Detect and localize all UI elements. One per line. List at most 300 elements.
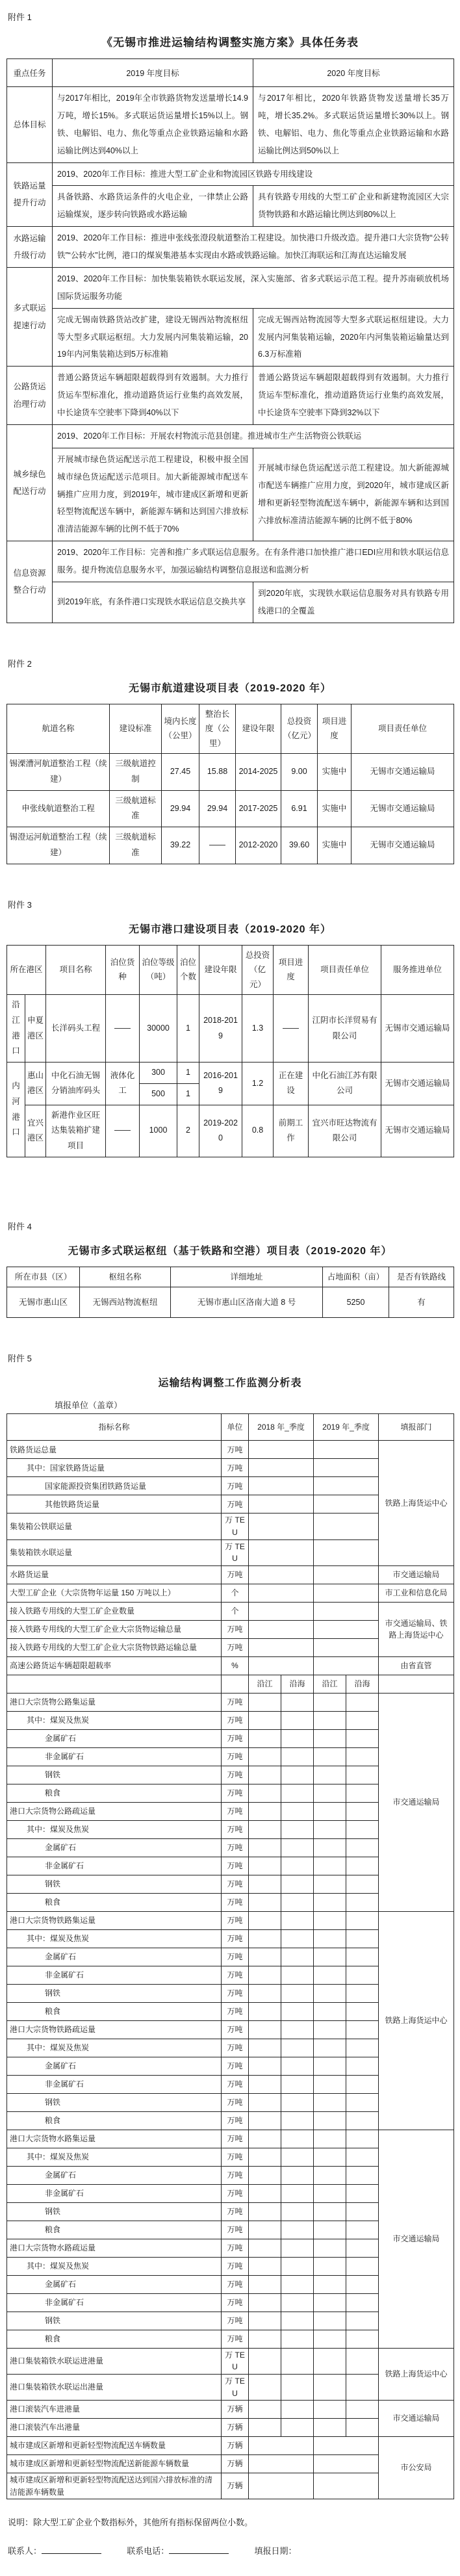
cell: 29.94 (199, 790, 236, 827)
value-cell (346, 2293, 379, 2312)
unit-cell: 万 TEU (222, 2348, 249, 2374)
value-cell (249, 2257, 281, 2275)
unit-cell: 万吨 (222, 2166, 249, 2184)
indicator-name-cell: 港口大宗货物水路疏运量 (7, 2239, 222, 2257)
value-cell (314, 2348, 346, 2374)
unit-cell: 万吨 (222, 2130, 249, 2148)
value-cell (346, 1911, 379, 1929)
value-cell (346, 1838, 379, 1857)
attachment3-title: 无锡市港口建设项目表（2019-2020 年） (129, 923, 331, 935)
unit-cell: 万辆 (222, 2419, 249, 2437)
value-cell (249, 1459, 314, 1477)
value-cell (281, 2075, 314, 2093)
cell: 三级航道标准 (110, 790, 162, 827)
value-cell (281, 2020, 314, 2039)
unit-cell: 万吨 (222, 2184, 249, 2202)
value-cell (346, 2093, 379, 2111)
value-cell (346, 1747, 379, 1766)
unit-cell: 万吨 (222, 2293, 249, 2312)
cell: 1.2 (242, 1063, 274, 1105)
unit-cell: 万辆 (222, 2437, 249, 2455)
value-cell (249, 2130, 281, 2148)
cell: 无锡市交通运输局 (381, 1063, 454, 1105)
table-row (7, 1656, 454, 1675)
indicator-name-cell: 非金属矿石 (7, 1857, 222, 1875)
column-header: 泊位个数 (177, 945, 199, 995)
cell: 宜兴市旺达物流有限公司 (309, 1105, 381, 1157)
task-name-cell: 多式联运提速行动 (7, 267, 53, 366)
cell: 中化石油江苏有限公司 (309, 1063, 381, 1105)
column-header: 建设年限 (236, 704, 281, 754)
unit-cell: 万吨 (222, 1459, 249, 1477)
value-cell (249, 1638, 314, 1656)
value-cell (249, 2020, 281, 2039)
goal-2020-cell: 普通公路货运车辆超限超载得到有效遏制。大力推行货运车型标准化，推动道路货运行业集约高效发展，中长途货车空驶率下降到32%以下 (253, 367, 454, 425)
table-row (7, 1584, 454, 1602)
value-cell (249, 2473, 314, 2499)
table-row (7, 186, 454, 227)
value-cell (314, 1693, 346, 1711)
value-cell (314, 1513, 379, 1539)
indicator-name-cell: 非金属矿石 (7, 1747, 222, 1766)
column-header: 服务推进单位 (381, 945, 454, 995)
cell: 无锡西站物流枢纽 (80, 1287, 171, 1318)
cell: 锡溧漕河航道整治工程（续建） (7, 754, 110, 791)
unit-cell: 万吨 (222, 1711, 249, 1729)
unit-cell: 万吨 (222, 1747, 249, 1766)
unit-cell: 万吨 (222, 2148, 249, 2166)
unit-cell: 万吨 (222, 2002, 249, 2020)
value-cell (249, 2419, 281, 2437)
value-cell (249, 2184, 281, 2202)
hub-table (6, 1267, 454, 1319)
value-cell (314, 1565, 379, 1584)
dept-cell: 市交通运输局 (379, 2401, 454, 2437)
value-cell (346, 2166, 379, 2184)
table-row (7, 2130, 454, 2148)
task-name-cell: 公路货运治理行动 (7, 367, 53, 425)
cell: 2019-2020 (199, 1105, 242, 1157)
value-cell (281, 2257, 314, 2275)
value-cell (281, 2057, 314, 2075)
dept-cell: 市公安局 (379, 2437, 454, 2499)
value-cell (346, 1893, 379, 1911)
indicator-name-cell: 国家能源投资集团铁路货运量 (7, 1477, 222, 1495)
unit-cell: 万吨 (222, 1638, 249, 1656)
cell: 39.60 (281, 827, 318, 864)
table-row (7, 162, 454, 186)
value-cell (249, 1441, 314, 1459)
unit-cell: 万 TEU (222, 2374, 249, 2400)
cell: 无锡市交通运输局 (381, 1105, 454, 1157)
value-cell (314, 2401, 346, 2419)
goal-2020-cell: 具有铁路专用线的大型工矿企业和新建物流园区大宗货物铁路和水路运输比例达到80%以上 (253, 186, 454, 227)
goal-2020-cell: 完成无锡西站物流园等大型多式联运枢纽建设。大力发展内河集装箱运输，2020年内河集装箱运输量达到6.3万标准箱 (253, 308, 454, 367)
unit-cell: 万吨 (222, 1784, 249, 1802)
value-cell (314, 1539, 379, 1565)
indicator-name-cell: 接入铁路专用线的大型工矿企业数量 (7, 1602, 222, 1620)
value-cell (281, 1711, 314, 1729)
table-row (7, 2348, 454, 2374)
attachment4-label: 附件 4 (8, 1221, 32, 1231)
value-cell (249, 1966, 281, 1984)
indicator-name-cell: 钢铁 (7, 2202, 222, 2221)
value-cell (281, 1693, 314, 1711)
indicator-name-cell: 粮食 (7, 1784, 222, 1802)
indicator-name-cell: 其中：煤炭及焦炭 (7, 2257, 222, 2275)
table-row (7, 2437, 454, 2455)
cell: 申张线航道整治工程 (7, 790, 110, 827)
value-cell (249, 1948, 281, 1966)
table-row (7, 995, 454, 1063)
attachment1-label: 附件 1 (8, 12, 32, 22)
task-name-cell: 铁路运量提升行动 (7, 162, 53, 227)
task-table (6, 58, 454, 623)
value-cell (281, 1911, 314, 1929)
value-cell (314, 2111, 346, 2130)
indicator-name-cell (7, 1675, 222, 1693)
value-cell (249, 2239, 281, 2257)
cell: 6.91 (281, 790, 318, 827)
table-row (7, 704, 454, 754)
cell: 30000 (140, 995, 177, 1063)
value-cell (346, 2130, 379, 2148)
goal-2020-cell: 开展城市绿色货运配送示范工程建设。加大新能源城市配送车辆推广应用力度，到2020年，城市建成区新增和更新轻型物流配送车辆中，新能源车辆和达到国六排放标准清洁能源车辆的比例不低于80% (253, 448, 454, 541)
indicator-name-cell: 钢铁 (7, 2312, 222, 2330)
table-row (7, 1063, 454, 1084)
region-subheader-cell: 沿海 (346, 1675, 379, 1693)
value-cell (314, 1459, 379, 1477)
value-cell (314, 2166, 346, 2184)
value-cell (314, 1857, 346, 1875)
value-cell (249, 2330, 281, 2348)
table-row (7, 582, 454, 623)
value-cell (346, 1820, 379, 1838)
task-table-body (7, 59, 454, 623)
unit-cell: 万辆 (222, 2455, 249, 2473)
dept-cell: 市交通运输局 (379, 2130, 454, 2348)
value-cell (249, 1693, 281, 1711)
cell: 惠山港区 (25, 1063, 46, 1105)
indicator-name-cell: 港口集装箱铁水联运进港量 (7, 2348, 222, 2374)
dept-cell: 铁路上海货运中心 (379, 2348, 454, 2400)
column-header: 枢纽名称 (80, 1267, 171, 1287)
value-cell (346, 2202, 379, 2221)
value-cell (281, 1966, 314, 1984)
unit-cell: 万吨 (222, 2275, 249, 2293)
value-cell (314, 1784, 346, 1802)
cell: 申夏港区 (25, 995, 46, 1063)
value-cell (314, 2148, 346, 2166)
indicator-name-cell: 其中：国家铁路货运量 (7, 1459, 222, 1477)
unit-cell: 万吨 (222, 2312, 249, 2330)
column-header: 境内长度（公里） (162, 704, 199, 754)
goal-both-years-cell: 2019、2020年工作目标：推进申张线张澄段航道整治工程建设。加快港口升级改造。提升港口大宗货物“公转铁”“公转水”比例，港口的煤炭集港基本实现由水路或铁路运输。加快江海联运和江海直达运输发展 (53, 227, 454, 268)
value-cell (314, 2312, 346, 2330)
attachment3-label: 附件 3 (8, 899, 32, 910)
indicator-name-cell: 金属矿石 (7, 1729, 222, 1747)
value-cell (346, 2111, 379, 2130)
unit-cell: 万吨 (222, 1477, 249, 1495)
cell: 39.22 (162, 827, 199, 864)
value-cell (314, 1875, 346, 1893)
value-cell (249, 1893, 281, 1911)
value-cell (314, 1729, 346, 1747)
value-cell (249, 2401, 281, 2419)
unit-cell: 万吨 (222, 1966, 249, 1984)
attachment5-title: 运输结构调整工作监测分析表 (158, 1378, 302, 1389)
value-cell (346, 1729, 379, 1747)
value-cell (249, 1984, 281, 2002)
value-cell (281, 1784, 314, 1802)
value-cell (314, 2275, 346, 2293)
value-cell (281, 1802, 314, 1820)
value-cell (346, 2275, 379, 2293)
column-header: 总投资（亿元） (281, 704, 318, 754)
indicator-name-cell: 其中：煤炭及焦炭 (7, 1929, 222, 1948)
value-cell (249, 1711, 281, 1729)
cell: 无锡市交通运输局 (351, 754, 454, 791)
value-cell (281, 1820, 314, 1838)
cell: 实施中 (318, 827, 351, 864)
attachment5-label: 附件 5 (8, 1354, 32, 1364)
value-cell (314, 2057, 346, 2075)
unit-cell: 万吨 (222, 1441, 249, 1459)
value-cell (314, 1584, 379, 1602)
table-row (7, 754, 454, 791)
value-cell (314, 2419, 346, 2437)
value-cell (249, 2039, 281, 2057)
value-cell (249, 1802, 281, 1820)
value-cell (281, 1948, 314, 1966)
cell: —— (106, 1105, 140, 1157)
value-cell (281, 1729, 314, 1747)
value-cell (281, 1766, 314, 1784)
cell: 300 (140, 1063, 177, 1084)
column-header: 2019 年_季度 (314, 1414, 379, 1441)
value-cell (314, 2020, 346, 2039)
indicator-name-cell: 金属矿石 (7, 2166, 222, 2184)
unit-cell: 万吨 (222, 1729, 249, 1747)
table-row (7, 227, 454, 268)
value-cell (346, 2148, 379, 2166)
value-cell (346, 1693, 379, 1711)
value-cell (314, 1893, 346, 1911)
unit-cell: 万吨 (222, 2020, 249, 2039)
value-cell (249, 1784, 281, 1802)
value-cell (314, 2257, 346, 2275)
attachment1-title: 《无锡市推进运输结构调整实施方案》具体任务表 (101, 36, 359, 49)
value-cell (314, 2093, 346, 2111)
fill-date-label: 填报日期： (254, 2546, 297, 2557)
contact-phone-blank (169, 2545, 229, 2554)
value-cell (314, 1802, 346, 1820)
value-cell (346, 2312, 379, 2330)
value-cell (314, 1620, 379, 1638)
cell: 500 (140, 1083, 177, 1105)
contact-phone-label: 联系电话： (127, 2546, 170, 2557)
value-cell (249, 1495, 314, 1513)
unit-cell: 万吨 (222, 2057, 249, 2075)
cell: 1.3 (242, 995, 274, 1063)
table-row (7, 827, 454, 864)
value-cell (314, 2330, 346, 2348)
value-cell (346, 2257, 379, 2275)
indicator-name-cell: 港口大宗货物公路集运量 (7, 1693, 222, 1711)
unit-cell: 万 TEU (222, 1539, 249, 1565)
cell: 2 (177, 1105, 199, 1157)
cell: —— (106, 995, 140, 1063)
goal-2020-cell: 与2017年相比，2020年铁路货物发送量增长35万吨，增长35.2%。多式联运货运量增长30%以上。钢铁、电解铝、电力、焦化等重点企业铁路运输和水路运输比例达到50%以上 (253, 87, 454, 163)
value-cell (346, 2419, 379, 2437)
indicator-name-cell: 其中：煤炭及焦炭 (7, 2039, 222, 2057)
indicator-name-cell: 大型工矿企业（大宗货物年运量 150 万吨以上） (7, 1584, 222, 1602)
hub-table-body (7, 1267, 454, 1318)
cell: 沿江港口 (7, 995, 25, 1063)
fill-unit-label: 填报单位（盖章） (55, 1400, 123, 1411)
indicator-name-cell: 港口大宗货物铁路集运量 (7, 1911, 222, 1929)
indicator-name-cell: 集装箱公铁联运量 (7, 1513, 222, 1539)
cell: 前期工作 (274, 1105, 309, 1157)
table-row (7, 945, 454, 995)
value-cell (249, 2057, 281, 2075)
column-header: 2020 年度目标 (253, 59, 454, 87)
unit-cell: 万 TEU (222, 1513, 249, 1539)
value-cell (249, 2166, 281, 2184)
table-row (7, 448, 454, 541)
indicator-name-cell: 非金属矿石 (7, 1966, 222, 1984)
value-cell (249, 1513, 314, 1539)
value-cell (281, 2401, 314, 2419)
value-cell (249, 2111, 281, 2130)
cell: 15.88 (199, 754, 236, 791)
indicator-name-cell: 其中：煤炭及焦炭 (7, 1820, 222, 1838)
cell: —— (274, 995, 309, 1063)
value-cell (249, 2221, 281, 2239)
monitor-table-body (7, 1414, 454, 2499)
cell: 2016-2019 (199, 1063, 242, 1105)
indicator-name-cell: 金属矿石 (7, 1948, 222, 1966)
value-cell (281, 1747, 314, 1766)
value-cell (346, 1784, 379, 1802)
cell: 2014-2025 (236, 754, 281, 791)
cell: —— (199, 827, 236, 864)
table-row (7, 1693, 454, 1711)
value-cell (314, 1984, 346, 2002)
table-row (7, 1675, 454, 1693)
value-cell (314, 1711, 346, 1729)
cell: 实施中 (318, 790, 351, 827)
value-cell (314, 2130, 346, 2148)
value-cell (314, 2293, 346, 2312)
cell: 5250 (323, 1287, 389, 1318)
value-cell (314, 1638, 379, 1656)
value-cell (249, 2002, 281, 2020)
cell: 无锡市交通运输局 (381, 995, 454, 1063)
table-row (7, 1414, 454, 1441)
value-cell (281, 2039, 314, 2057)
column-header: 整治长度（公里） (199, 704, 236, 754)
cell: 2012-2020 (236, 827, 281, 864)
unit-cell: 万吨 (222, 1495, 249, 1513)
value-cell (314, 2039, 346, 2057)
indicator-name-cell: 钢铁 (7, 2093, 222, 2111)
value-cell (249, 2093, 281, 2111)
goal-both-years-cell: 2019、2020年工作目标：加快集装箱铁水联运发展，深入实施部、省多式联运示范工程。提升苏南硕放机场国际货运服务功能 (53, 267, 454, 308)
indicator-name-cell: 港口大宗货物铁路疏运量 (7, 2020, 222, 2039)
value-cell (281, 2293, 314, 2312)
column-header: 填报部门 (379, 1414, 454, 1441)
cell: 1000 (140, 1105, 177, 1157)
value-cell (281, 2184, 314, 2202)
unit-cell: 万吨 (222, 1802, 249, 1820)
value-cell (346, 1857, 379, 1875)
contact-line (8, 2544, 454, 2557)
value-cell (281, 2239, 314, 2257)
value-cell (249, 1656, 314, 1675)
column-header: 单位 (222, 1414, 249, 1441)
unit-cell: % (222, 1656, 249, 1675)
table-row (7, 59, 454, 87)
value-cell (314, 2202, 346, 2221)
cell: 实施中 (318, 754, 351, 791)
value-cell (314, 2002, 346, 2020)
unit-cell: 万吨 (222, 2111, 249, 2130)
unit-cell: 万吨 (222, 1948, 249, 1966)
cell: 无锡市交通运输局 (351, 790, 454, 827)
value-cell (346, 2039, 379, 2057)
value-cell (314, 1948, 346, 1966)
indicator-name-cell: 港口大宗货物水路集运量 (7, 2130, 222, 2148)
value-cell (346, 2401, 379, 2419)
value-cell (346, 1984, 379, 2002)
value-cell (346, 2184, 379, 2202)
value-cell (346, 2002, 379, 2020)
unit-cell: 万吨 (222, 1893, 249, 1911)
value-cell (314, 2239, 346, 2257)
value-cell (346, 2330, 379, 2348)
cell: 三级航道标准 (110, 827, 162, 864)
unit-cell: 万吨 (222, 2075, 249, 2093)
cell: 长洋码头工程 (46, 995, 106, 1063)
value-cell (281, 2348, 314, 2374)
column-header: 建设标准 (110, 704, 162, 754)
cell: 无锡市交通运输局 (351, 827, 454, 864)
value-cell (281, 2166, 314, 2184)
value-cell (249, 2348, 281, 2374)
indicator-name-cell: 钢铁 (7, 1875, 222, 1893)
value-cell (281, 1929, 314, 1948)
indicator-name-cell: 粮食 (7, 2111, 222, 2130)
value-cell (281, 1984, 314, 2002)
waterway-table (6, 704, 454, 864)
cell: 1 (177, 1063, 199, 1084)
value-cell (346, 1875, 379, 1893)
indicator-name-cell: 粮食 (7, 2330, 222, 2348)
value-cell (314, 2221, 346, 2239)
unit-cell: 万吨 (222, 1875, 249, 1893)
indicator-name-cell: 非金属矿石 (7, 2184, 222, 2202)
value-cell (314, 1656, 379, 1675)
value-cell (281, 2148, 314, 2166)
unit-cell: 万吨 (222, 1911, 249, 1929)
column-header: 航道名称 (7, 704, 110, 754)
cell: 27.45 (162, 754, 199, 791)
goal-both-years-cell: 2019、2020年工作目标：完善和推广多式联运信息服务。在有条件港口加快推广港口EDI应用和铁水联运信息服务。提升物流信息服务水平，加强运输结构调整信息报送和监测分析 (53, 541, 454, 582)
attachment4-title: 无锡市多式联运枢纽（基于铁路和空港）项目表（2019-2020 年） (68, 1245, 392, 1257)
value-cell (249, 1911, 281, 1929)
value-cell (281, 2374, 314, 2400)
